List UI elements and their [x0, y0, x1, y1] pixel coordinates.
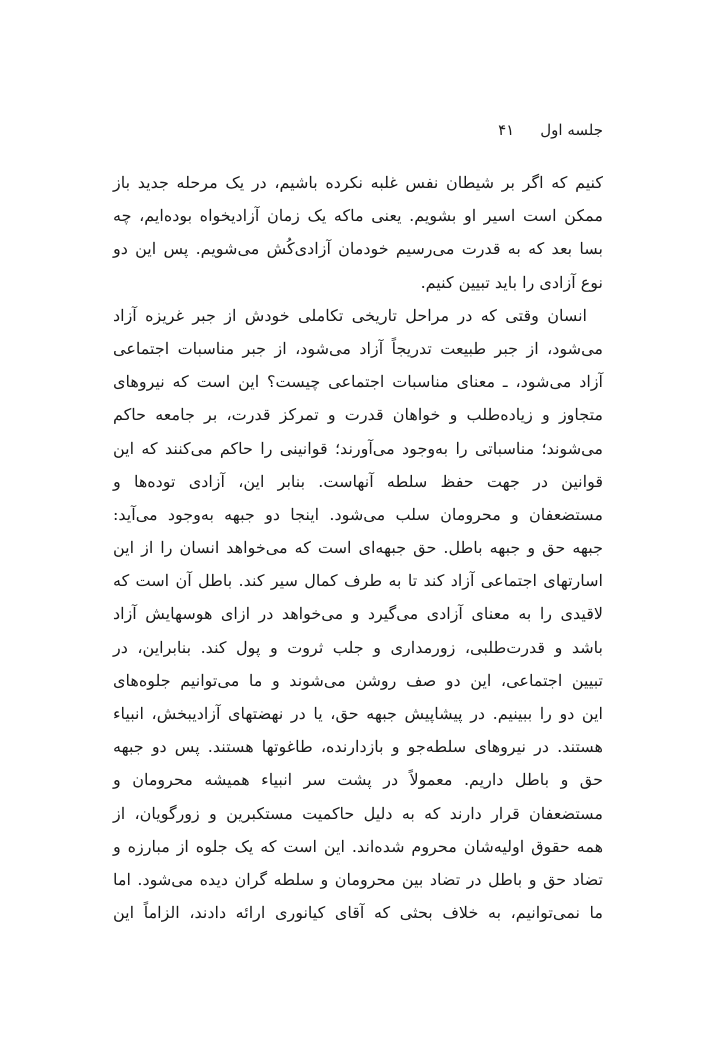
body-line: مستضعفان قرار دارند که به دلیل حاکمیت مستکبرین و زورگویان، از	[113, 803, 603, 823]
body-line: هستند. در نیروهای سلطه‌جو و بازدارنده، طاغوتها هستند. پس دو جبهه	[113, 737, 603, 757]
page-body	[113, 166, 603, 929]
body-line: باشد و قدرت‌طلبی، زورمداری و جلب ثروت و پول کند. بنابراین، در	[113, 637, 603, 657]
body-line: انسان وقتی که در مراحل تاریخی تکاملی خودش از جبر غریزه آزاد	[113, 305, 587, 325]
body-line: همه حقوق اولیه‌شان محروم شده‌اند. این است که یک جلوه از مبارزه و	[113, 836, 603, 856]
body-line: کنیم که اگر بر شیطان نفس غلبه نکرده باشیم، در یک مرحله جدید باز	[113, 173, 603, 192]
body-line: ما نمی‌توانیم، به خلاف بحثی که آقای کیانوری ارائه دادند، الزاماً این	[113, 903, 603, 923]
body-line: آزاد می‌شود، ـ معنای مناسبات اجتماعی چیست؟ این است که نیروهای	[113, 372, 603, 392]
body-line: اسارتهای اجتماعی آزاد کند تا به طرف کمال سیر کند. باطل آن است که	[113, 571, 603, 591]
body-line: متجاوز و زیاده‌طلب و خواهان قدرت و تمرکز قدرت، بر جامعه حاکم	[113, 405, 603, 425]
body-line: نوع آزادی را باید تبیین کنیم.	[420, 272, 603, 292]
body-line: می‌شود، از جبر طبیعت تدریجاً آزاد می‌شود، از جبر مناسبات اجتماعی	[113, 338, 603, 358]
body-line: مستضعفان و محرومان سلب می‌شود. اینجا دو جبهه به‌وجود می‌آید:	[113, 504, 604, 524]
header-title: جلسه اول	[540, 121, 603, 139]
body-line: جبهه حق و جبهه باطل. حق جبهه‌ای است که می‌خواهد انسان را از این	[113, 538, 603, 558]
page-number: ۴۱	[498, 121, 515, 139]
body-line: تضاد حق و باطل در تضاد بین محرومان و سلطه گران دیده می‌شود. اما	[113, 869, 603, 889]
running-header	[498, 120, 603, 140]
body-line: بسا بعد که به قدرت می‌رسیم خودمان آزادی‌کُش می‌شویم. پس این دو	[113, 239, 604, 259]
body-line: می‌شوند؛ مناسباتی را به‌وجود می‌آورند؛ قوانینی را حاکم می‌کنند که این	[113, 438, 603, 458]
body-line: این دو را ببینیم. در پیشاپیش جبهه حق، یا در نهضتهای آزادیبخش، انبیاء	[113, 704, 603, 723]
body-line: حق و باطل داریم. معمولاً در پشت سر انبیاء همیشه محرومان و	[113, 770, 603, 790]
body-line: لاقیدی را به معنای آزادی می‌گیرد و می‌خواهد در ازای هوسهایش آزاد	[113, 604, 603, 624]
body-line: تبیین اجتماعی، این دو صف روشن می‌شوند و ما می‌توانیم جلوه‌های	[113, 670, 603, 690]
body-line: ممکن است اسیر او بشویم. یعنی ماکه یک زمان آزادیخواه بوده‌ایم، چه	[113, 206, 603, 226]
body-line: قوانین در جهت حفظ سلطه آنهاست. بنابر این، آزادی توده‌ها و	[113, 471, 603, 491]
